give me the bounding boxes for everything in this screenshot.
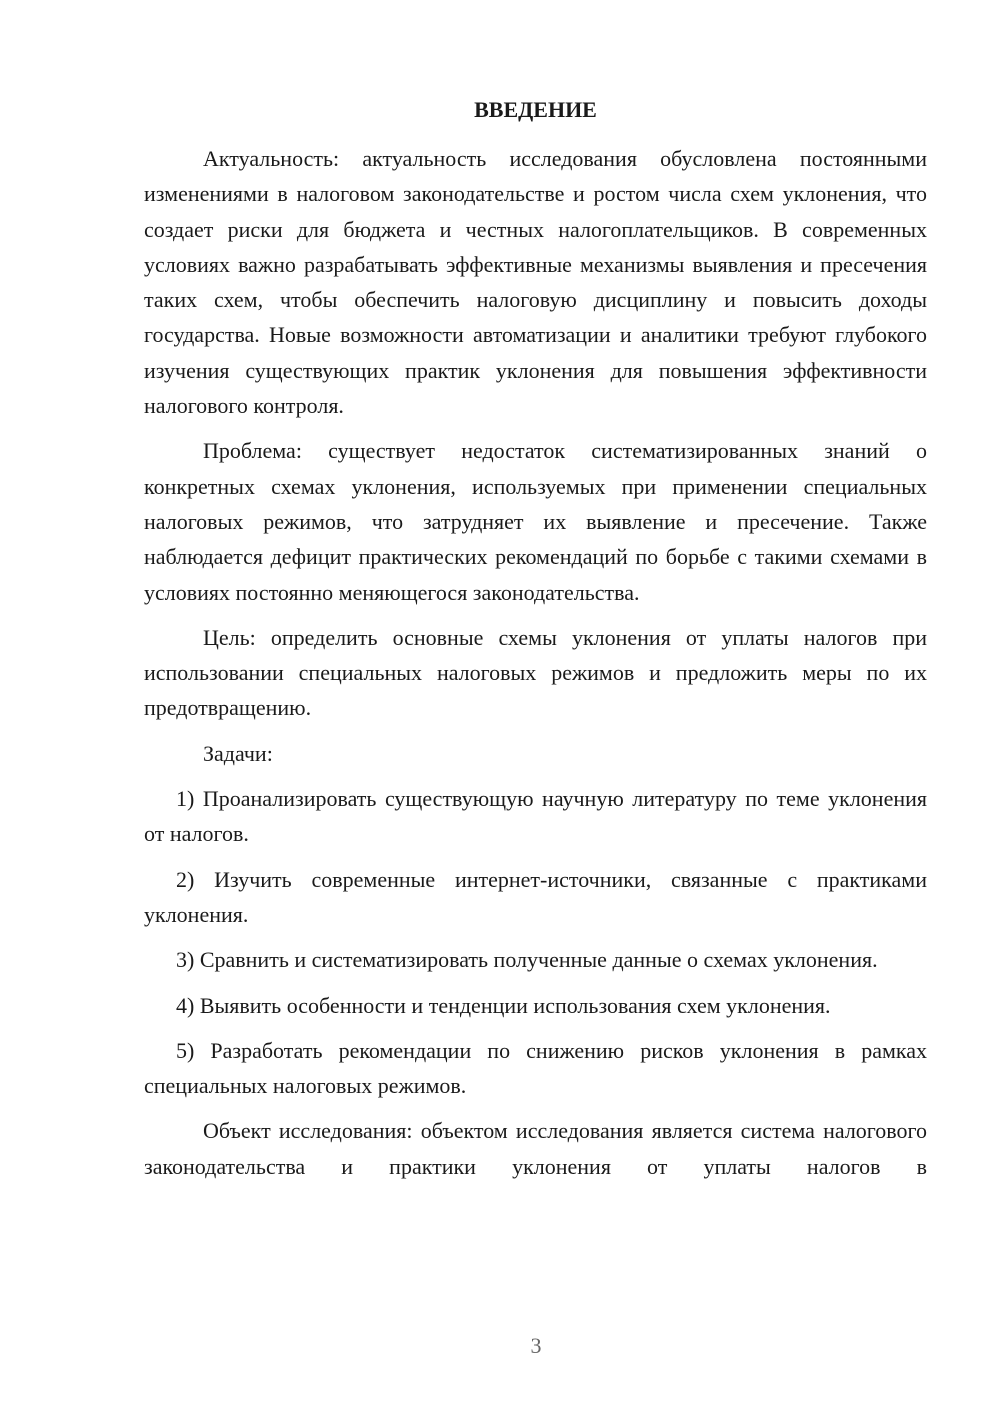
relevance-paragraph: Актуальность: актуальность исследования обусловлена постоянными изменениями в налоговом законодательстве и ростом числа схем уклонения, что создает риски для бюджета и честных налогоплательщиков. В современных условиях важно разрабатывать эффективные механизмы выявления и пресечения таких схем, чтобы обеспечить налоговую дисциплину и повысить доходы государства. Новые возможности автоматизации и аналитики требуют глубокого изучения существующих практик уклонения для повышения эффективности налогового контроля. [144, 146, 927, 419]
goal-paragraph: Цель: определить основные схемы уклонения от уплаты налогов при использовании специальных налоговых режимов и предложить меры по их предотвращению. [144, 624, 927, 721]
task-item-3: 3) Сравнить и систематизировать полученные данные о схемах уклонения. [176, 947, 878, 973]
task-item-4: 4) Выявить особенности и тенденции использования схем уклонения. [176, 992, 831, 1018]
task-item-5: 5) Разработать рекомендации по снижению рисков уклонения в рамках специальных налоговых режимов. [144, 1037, 927, 1099]
page-number: 3 [530, 1333, 542, 1358]
section-title: ВВЕДЕНИЕ [474, 97, 597, 122]
task-item-1: 1) Проанализировать существующую научную литературу по теме уклонения от налогов. [144, 786, 927, 847]
tasks-heading: Задачи: [203, 740, 273, 766]
object-paragraph: Объект исследования: объектом исследования является система налогового законодательства и практики уклонения от уплаты налогов в [144, 1118, 927, 1179]
page-content [144, 92, 927, 1194]
problem-paragraph: Проблема: существует недостаток систематизированных знаний о конкретных схемах уклонения, используемых при применении специальных налоговых режимов, что затрудняет их выявление и пресечение. Также наблюдается дефицит практических рекомендаций по борьбе с такими схемами в условиях постоянно меняющегося законодательства. [144, 438, 927, 605]
task-item-2: 2) Изучить современные интернет-источники, связанные с практиками уклонения. [144, 866, 927, 927]
